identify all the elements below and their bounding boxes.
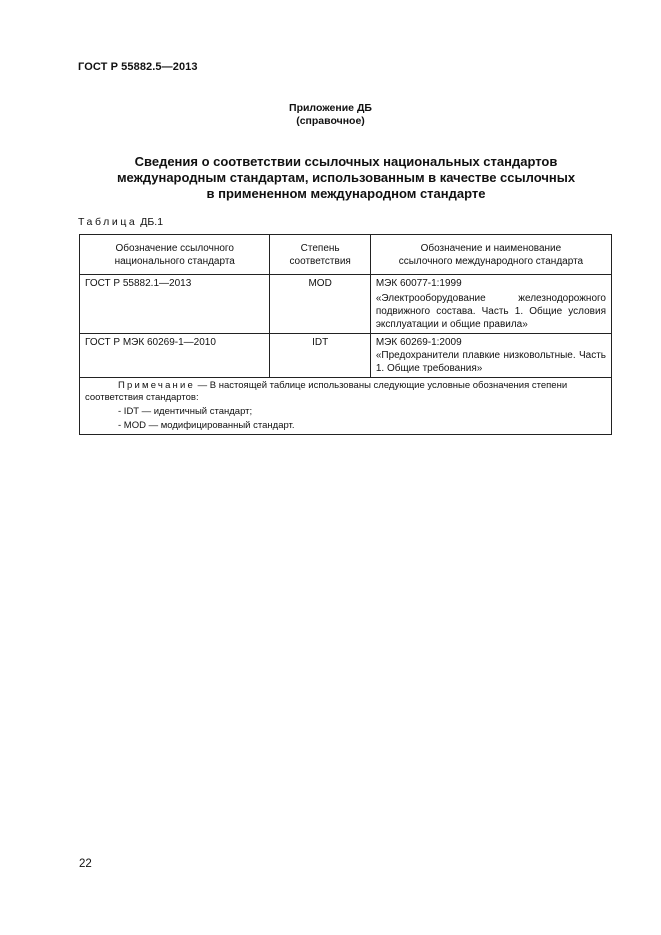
cell-national: ГОСТ Р 55882.1—2013 xyxy=(80,275,270,334)
intl-code: МЭК 60269-1:2009 xyxy=(375,337,462,348)
table-row xyxy=(80,275,612,334)
header-international-standard xyxy=(370,235,611,275)
note-item: - IDT — идентичный стандарт; xyxy=(118,406,253,417)
annex-subtitle: (справочное) xyxy=(296,115,365,127)
cell-international xyxy=(370,275,611,334)
note-label: Примечание xyxy=(118,380,195,391)
table-row xyxy=(80,334,612,378)
table-caption-word: Таблица xyxy=(78,216,138,228)
header-text: ссылочного международного стандарта xyxy=(398,255,584,267)
intl-name: «Электрооборудование железнодорожного подвижного состава. Часть 1. Общие условия эксплуатации и общие правила» xyxy=(375,293,606,330)
page-number: 22 xyxy=(79,858,92,870)
header-national-standard xyxy=(80,235,270,275)
header-text: соответствия xyxy=(289,255,351,267)
table-note xyxy=(80,378,612,435)
table-header-row xyxy=(80,235,612,275)
cell-national: ГОСТ Р МЭК 60269-1—2010 xyxy=(80,334,270,378)
header-degree xyxy=(270,235,370,275)
header-text: Обозначение и наименование xyxy=(420,242,562,254)
title-line: международным стандартам, использованным в качестве ссылочных xyxy=(116,170,576,185)
header-text: Обозначение ссылочного xyxy=(115,242,234,254)
correspondence-table xyxy=(79,234,612,435)
table-caption-number: ДБ.1 xyxy=(140,216,164,228)
cell-international xyxy=(370,334,611,378)
cell-degree: IDT xyxy=(270,334,370,378)
section-title xyxy=(80,154,612,202)
note-body: — В настоящей таблице использованы следующие условные обозначения степени соответствия стандартов: xyxy=(85,380,568,403)
intl-code: МЭК 60077-1:1999 xyxy=(375,278,462,289)
title-line: Сведения о соответствии ссылочных национальных стандартов xyxy=(134,154,558,169)
document-code: ГОСТ Р 55882.5—2013 xyxy=(78,61,198,73)
header-text: Степень xyxy=(300,242,340,254)
annex-title: Приложение ДБ xyxy=(289,102,372,114)
intl-name: «Предохранители плавкие низковольтные. Часть 1. Общие требования» xyxy=(375,350,606,374)
table-caption xyxy=(78,216,163,228)
header-text: национального стандарта xyxy=(114,255,235,267)
note-item: - MOD — модифицированный стандарт. xyxy=(118,420,295,431)
annex-heading xyxy=(0,102,661,128)
table-note-row xyxy=(80,378,612,435)
title-line: в примененном международном стандарте xyxy=(206,186,486,201)
note-text xyxy=(85,380,606,404)
cell-degree: MOD xyxy=(270,275,370,334)
